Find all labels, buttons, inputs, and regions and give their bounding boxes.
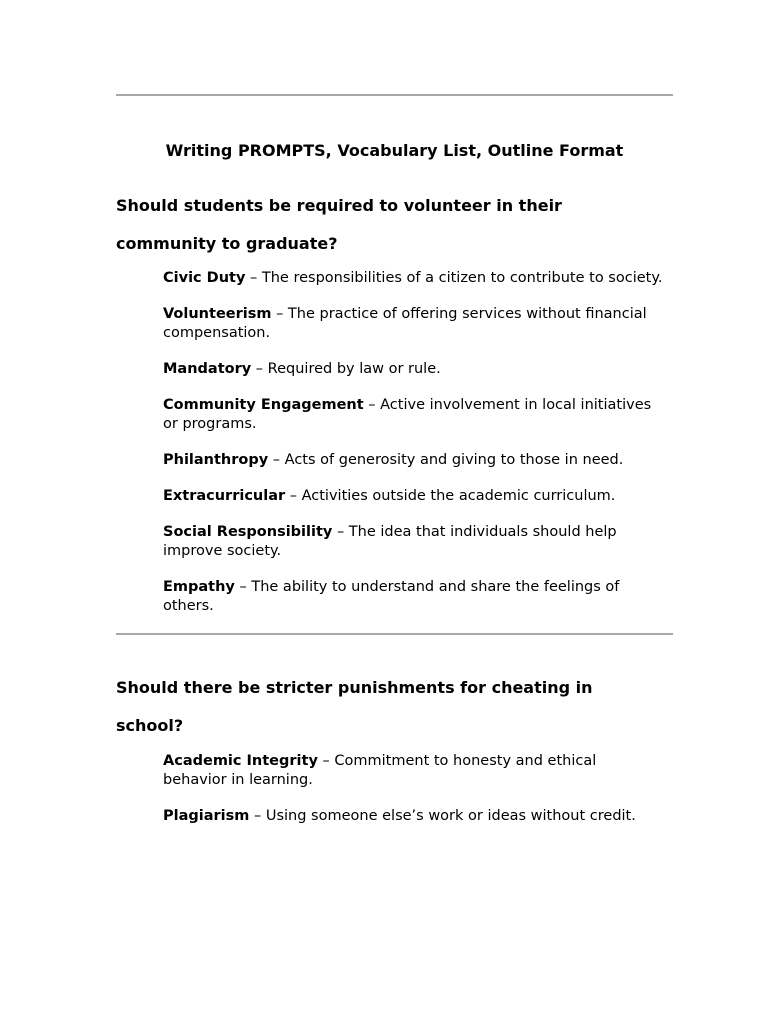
vocabulary-definition: – Activities outside the academic curriculum. — [285, 488, 616, 504]
vocabulary-definition: – Using someone else’s work or ideas without credit. — [249, 808, 636, 824]
prompt-section-volunteering — [116, 187, 673, 616]
prompt-line-2: school? — [116, 716, 184, 735]
prompt-heading — [116, 187, 673, 263]
vocabulary-term: Philanthropy — [163, 452, 269, 468]
vocabulary-term: Plagiarism — [163, 808, 250, 824]
prompt-line-1: Should students be required to volunteer in their — [116, 196, 562, 215]
vocabulary-item — [163, 396, 673, 434]
vocabulary-item — [163, 487, 673, 506]
vocabulary-list — [116, 752, 673, 826]
vocabulary-term: Mandatory — [163, 361, 252, 377]
vocabulary-item — [163, 578, 673, 616]
vocabulary-term: Volunteerism — [163, 306, 272, 322]
prompt-heading — [116, 669, 673, 745]
vocabulary-definition: – The idea that individuals should help improve society. — [163, 524, 617, 559]
vocabulary-item — [163, 269, 673, 288]
vocabulary-term: Extracurricular — [163, 488, 286, 504]
vocabulary-definition: – The responsibilities of a citizen to contribute to society. — [245, 270, 663, 286]
vocabulary-item — [163, 451, 673, 470]
document-title: Writing PROMPTS, Vocabulary List, Outline Format — [165, 141, 624, 160]
vocabulary-term: Social Responsibility — [163, 524, 333, 540]
prompt-section-cheating — [116, 669, 673, 826]
vocabulary-term: Empathy — [163, 579, 235, 595]
vocabulary-item — [163, 752, 673, 790]
vocabulary-term: Community Engagement — [163, 397, 364, 413]
vocabulary-definition: – Active involvement in local initiatives or programs. — [163, 397, 652, 432]
vocabulary-definition: – The ability to understand and share the feelings of others. — [163, 579, 620, 614]
document-page — [116, 0, 673, 843]
top-divider — [116, 94, 673, 96]
vocabulary-item — [163, 523, 673, 561]
vocabulary-term: Academic Integrity — [163, 753, 318, 769]
vocabulary-item — [163, 807, 673, 826]
vocabulary-list — [116, 269, 673, 616]
vocabulary-item — [163, 360, 673, 379]
vocabulary-definition: – The practice of offering services without financial compensation. — [163, 306, 647, 341]
vocabulary-item — [163, 305, 673, 343]
prompt-line-2: community to graduate? — [116, 234, 338, 253]
vocabulary-definition: – Acts of generosity and giving to those in need. — [268, 452, 624, 468]
section-divider — [116, 633, 673, 635]
vocabulary-term: Civic Duty — [163, 270, 246, 286]
vocabulary-definition: – Required by law or rule. — [251, 361, 441, 377]
prompt-line-1: Should there be stricter punishments for cheating in — [116, 678, 593, 697]
vocabulary-definition: – Commitment to honesty and ethical behavior in learning. — [163, 753, 597, 788]
